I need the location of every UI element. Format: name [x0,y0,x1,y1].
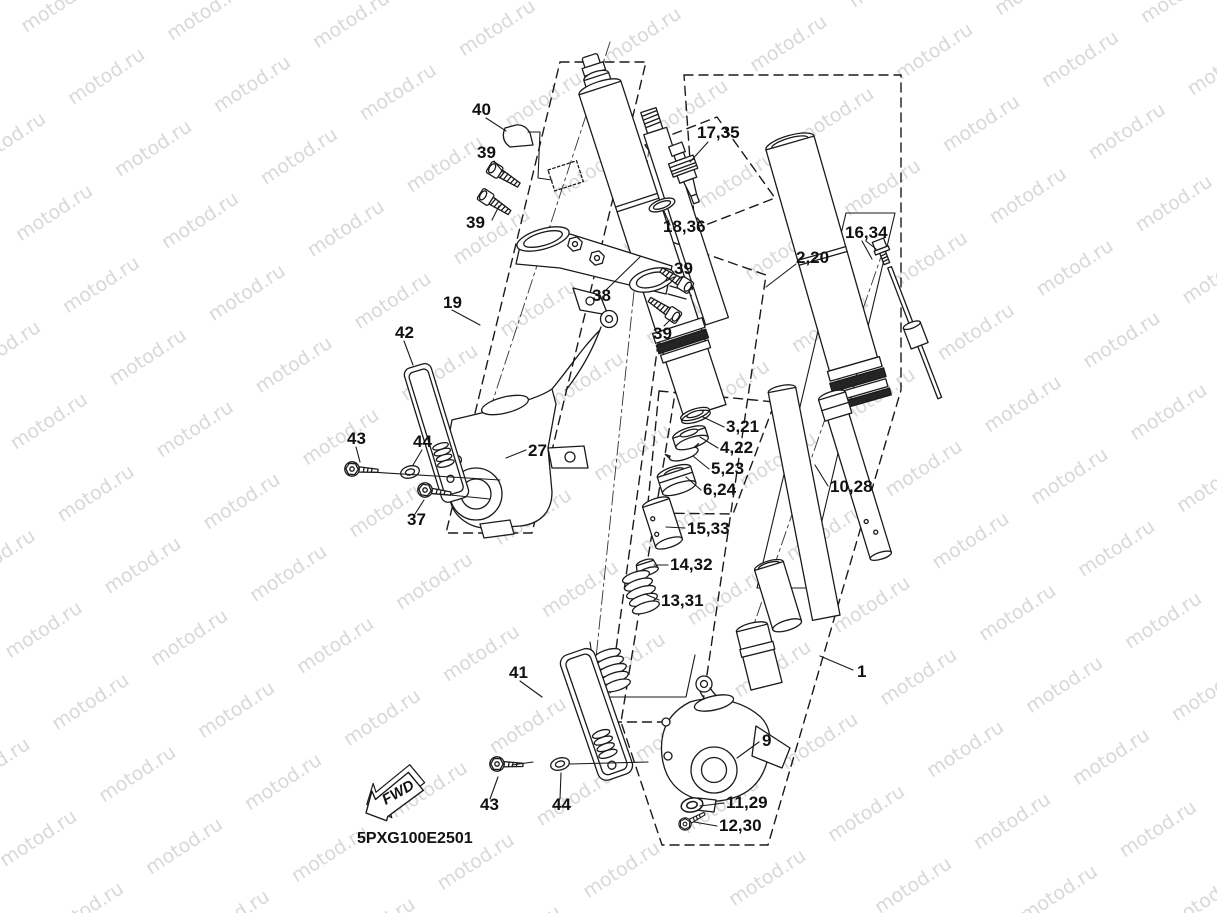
part-label-44-top: 44 [413,432,432,451]
part-label-39-c: 39 [674,259,693,278]
part-label-2-20: 2,20 [796,248,830,267]
part-label-6-24: 6,24 [703,480,737,499]
drawing-code: 5PXG100E2501 [357,830,473,847]
part-label-41: 41 [509,663,528,682]
part-label-39-a: 39 [477,143,496,162]
part-label-18-36: 18,36 [663,217,706,236]
part-label-3-21: 3,21 [726,417,760,436]
part-label-43-bottom: 43 [480,795,499,814]
part-label-5-23: 5,23 [711,459,745,478]
part-label-13-31: 13,31 [661,591,704,610]
part-label-17-35: 17,35 [697,123,740,142]
part-label-38: 38 [592,286,611,305]
part-label-10-28: 10,28 [830,477,873,496]
part-label-4-22: 4,22 [720,438,754,457]
part-label-12-30: 12,30 [719,816,762,835]
fwd-arrow-label: FWD [379,776,418,809]
part-label-44-bottom: 44 [552,795,571,814]
part-label-16-34: 16,34 [845,223,888,242]
part-label-40: 40 [472,100,491,119]
part-label-15-33: 15,33 [687,519,730,538]
part-label-9: 9 [762,731,772,750]
part-label-11-29: 11,29 [726,793,768,812]
part-label-37: 37 [407,510,426,529]
part-label-1: 1 [857,662,867,681]
part-label-39-b: 39 [466,213,485,232]
part-label-14-32: 14,32 [670,555,713,574]
part-label-42: 42 [395,323,414,342]
part-label-39-d: 39 [653,324,672,343]
part-label-27: 27 [528,441,547,460]
part-label-43-top: 43 [347,429,366,448]
part-label-19: 19 [443,293,462,312]
